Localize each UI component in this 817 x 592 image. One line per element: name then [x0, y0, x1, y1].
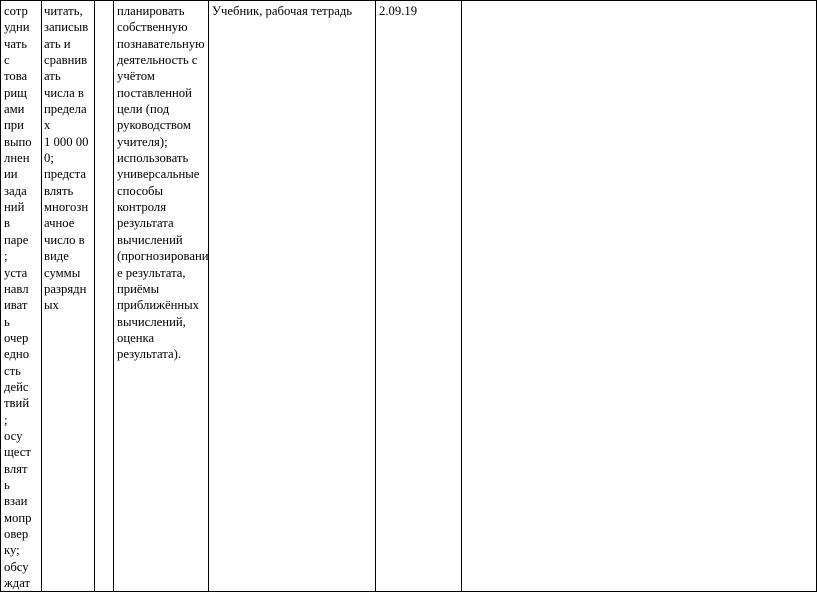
table-cell-meta-results [114, 1, 209, 592]
cell-text-notes [462, 1, 816, 3]
table-row [1, 1, 817, 592]
cell-text-empty [95, 1, 113, 3]
table-cell-materials [209, 1, 376, 592]
table-cell-empty [95, 1, 114, 592]
table-cell-subject-results [42, 1, 95, 592]
cell-text-subject-results: читать, записыв ать и сравнив ать числа в предела х 1 000 00 0; предста влять многозн ачное число в виде суммы разрядн ых [44, 4, 89, 313]
table-cell-date [376, 1, 462, 592]
table-cell-notes [462, 1, 817, 592]
cell-text-activities: сотр удни чать с това рищ ами при выпо лнен ии зада ний в паре ; уста навл иват ь очер еднo сть дейс твий ; осу щест влят ь взаи мопр овер ку; обсу ждат [4, 4, 32, 591]
cell-text-materials: Учебник, рабочая тетрадь [212, 4, 353, 18]
table-cell-activities [1, 1, 42, 592]
cell-text-date: 2.09.19 [379, 4, 418, 18]
cell-text-meta-results: планировать собственную познавательную деятельность с учётом поставленной цели (под руководством учителя); использовать универсальные способы контроля результата вычислений (прогнозировани е результата, приёмы приближённых вычислений, оценка результата). [117, 4, 209, 362]
